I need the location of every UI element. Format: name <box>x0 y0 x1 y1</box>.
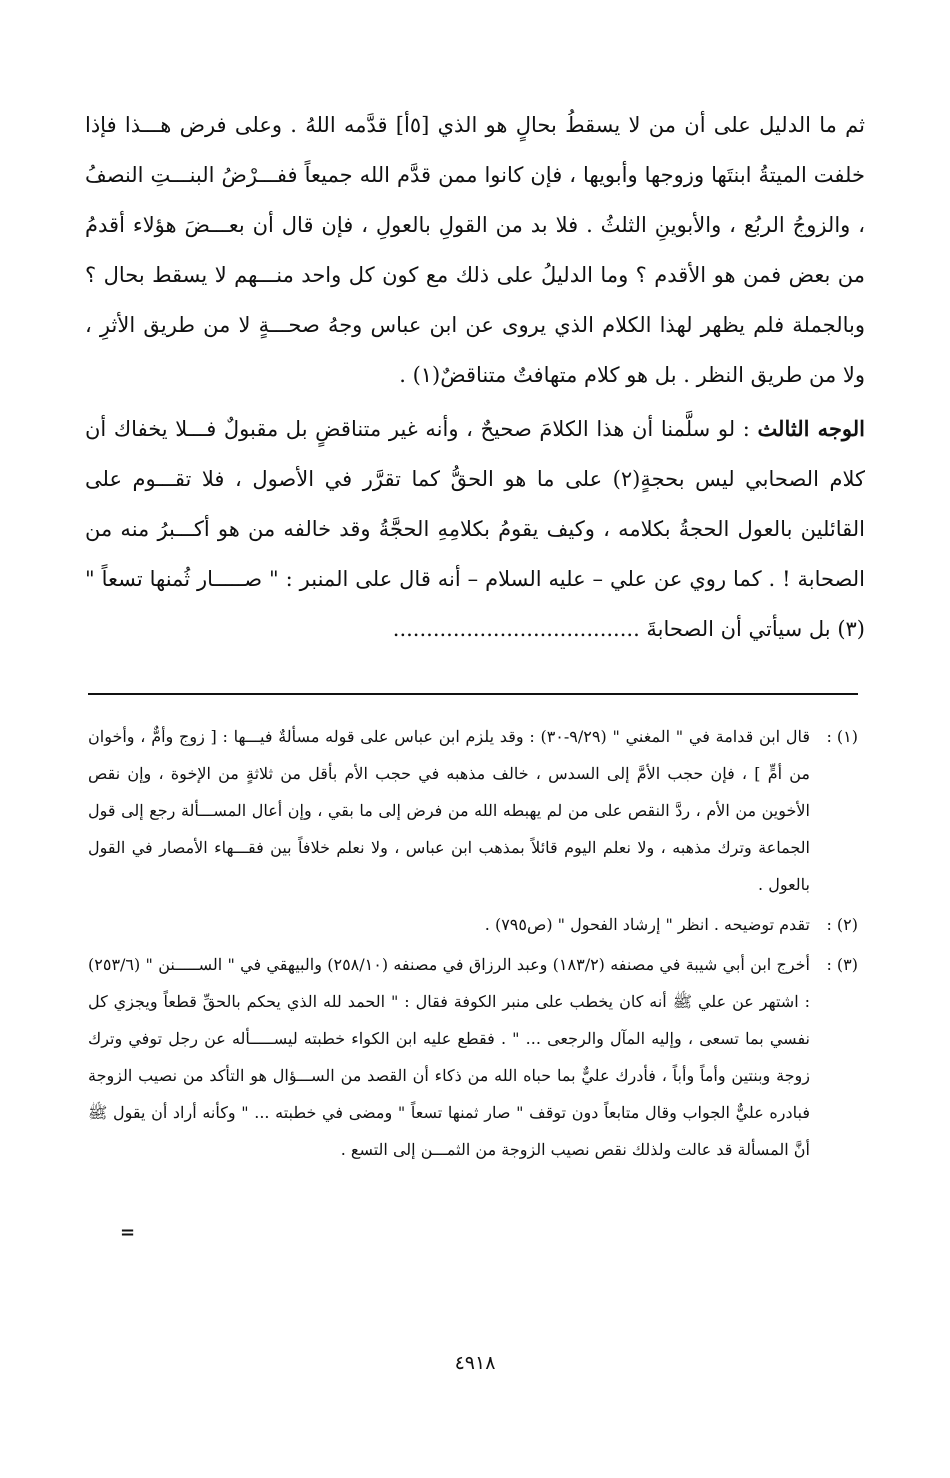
footnote-text: أخرج ابن أبي شيبة في مصنفه (١٨٣/٢) وعبد الرزاق في مصنفه (٢٥٨/١٠) والبيهقي في " الســـــنن " (٢٥٣/٦) : اشتهر عن علي ﷺ أنه كان يخطب على منبر الكوفة فقال : " الحمد لله الذي يحكم بالحقِّ قطعاً ويجزي كل نفسي بما تسعى ، وإليه المآل والرجعى ... " . فقطع عليه ابن الكواء خطبته ليســـــأله عن رجل توفي وترك زوجة وبنتين وأماً وأباً ، فأدرك عليٌّ بما حباه الله من ذكاء أن القصد من الســـؤال هو التأكد من نصيب الزوجة فبادره عليٌّ الجواب وقال متابعاً دون توقف " صار ثمنها تسعاً " ومضى في خطبته ... " وكأنه أراد أن يقول ﷺ أنَّ المسألة قد عالت ولذلك نقص نصيب الزوجة من الثمـــن إلى التسع . <box>88 955 811 1159</box>
footnote-text: تقدم توضيحه . انظر " إرشاد الفحول " (ص٧٩٥) . <box>484 915 810 934</box>
footnote-text: قال ابن قدامة في " المغني " (٩/٢٩-٣٠) : وقد يلزم ابن عباس على قوله مسألةٌ فيـــها : [ زوج وأمٌّ ، وأخوان من أمٍّ ] ، فإن حجب الأمَّ إلى السدس ، خالف مذهبه في حجب الأم بأقل من ثلاثةٍ من الإخوة ، وإن نقص الأخوين من الأم ، ردَّ النقص على من لم يهبطه الله من فرض إلى ما بقي ، وإن أعال المســـألة رجع إلى قول الجماعة وترك مذهبه ، ولا نعلم اليوم قائلاً بمذهب ابن عباس ، ولا نعلم خلافاً بين فقـــهاء الأمصار في القول بالعول . <box>88 727 810 894</box>
footnote-number: (٣) : <box>826 955 859 974</box>
main-body-text <box>85 100 865 654</box>
footnote-number: (١) : <box>826 727 858 746</box>
section-heading-inline: الوجه الثالث <box>757 416 866 441</box>
footnote-1 <box>88 718 858 903</box>
footnote-3 <box>88 946 858 1168</box>
footnote-2 <box>88 906 858 943</box>
footnote-number: (٢) : <box>826 915 858 934</box>
footnotes-section <box>88 718 858 1171</box>
continuation-mark: = <box>120 1222 136 1243</box>
body-paragraph-1: ثم ما الدليل على أن من لا يسقطُ بحالٍ هو الذي [٥أ] قدَّمه اللهُ . وعلى فرض هـــذا فإذا خلفت الميتةُ ابنتَها وزوجها وأبويها ، فإن كانوا ممن قدَّم الله جميعاً ففـــرْضُ البنـــتِ النصفُ ، والزوجُ الربُع ، والأبوينِ الثلثُ . فلا بد من القولِ بالعولِ ، فإن قال أن بعـــضَ هؤلاء أقدمُ من بعض فمن هو الأقدم ؟ وما الدليلُ على ذلك مع كون كل واحد منـــهم لا يسقط بحال ؟ وبالجملة فلم يظهر لهذا الكلام الذي يروى عن ابن عباس وجهُ صحـــةٍ لا من طريق الأثرِ ، ولا من طريق النظر . بل هو كلام متهافتٌ متناقضٌ(١) . <box>85 113 865 387</box>
body-paragraph-2 <box>85 404 865 654</box>
body-paragraph-2-text: : لو سلَّمنا أن هذا الكلامَ صحيحٌ ، وأنه غير متناقضٍ بل مقبولٌ فـــلا يخفاك أن كلام الصحابي ليس بحجةٍ(٢) على ما هو الحقُّ كما تقرَّر في الأصول ، فلا تقـــوم على القائلين بالعول الحجةُ بكلامه ، وكيف يقومُ بكلامِهِ الحجَّةُ وقد خالفه من هو أكـــبرُ منه من الصحابة ! . كما روي عن علي – عليه السلام – أنه قال على المنبر : " صـــــار ثُمنها تسعاً "(٣) بل سيأتي أن الصحابةَ ..................................... <box>85 417 865 641</box>
page-number: ٤٩١٨ <box>454 1352 496 1374</box>
footnote-separator-rule <box>88 693 858 695</box>
